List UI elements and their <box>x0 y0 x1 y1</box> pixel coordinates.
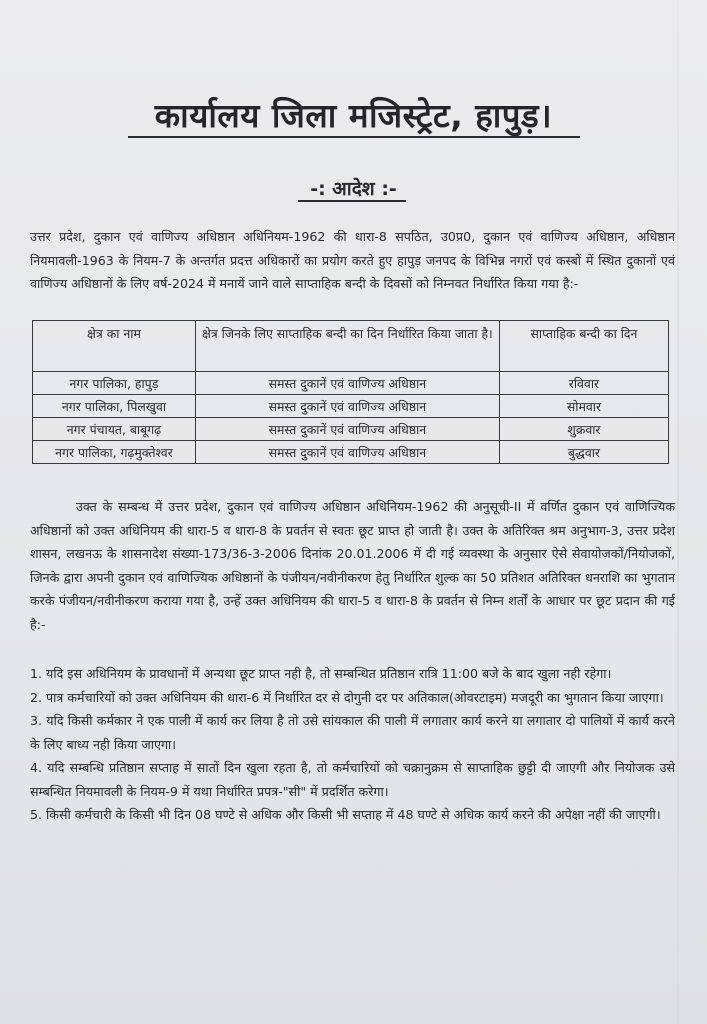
cell-scope: समस्त दुकानें एवं वाणिज्य अधिष्ठान <box>195 395 499 418</box>
order-underline <box>298 200 406 202</box>
cell-day: रविवार <box>499 372 668 395</box>
cell-day: शुक्रवार <box>499 418 668 441</box>
column-header-scope: क्षेत्र जिनके लिए साप्ताहिक बन्दी का दिन निर्धारित किया जाता है। <box>195 321 499 372</box>
cell-scope: समस्त दुकानें एवं वाणिज्य अधिष्ठान <box>195 418 499 441</box>
condition-item: 1. यदि इस अधिनियम के प्रावधानों में अन्यथा छूट प्राप्त नही है, तो सम्बन्धित प्रतिष्ठान रात्रि 11:00 बजे के बाद खुला नही रहेगा। <box>30 666 612 681</box>
cell-area: नगर पालिका, पिलखुवा <box>33 395 196 418</box>
conditions-list <box>30 662 675 827</box>
cell-area: नगर पालिका, गढ़मुक्तेश्वर <box>33 441 196 464</box>
cell-day: सोमवार <box>499 395 668 418</box>
cell-area: नगर पंचायत, बाबूगढ़ <box>33 418 196 441</box>
table-row <box>33 372 669 395</box>
cell-scope: समस्त दुकानें एवं वाणिज्य अधिष्ठान <box>195 441 499 464</box>
body-paragraph: उक्त के सम्बन्ध में उत्तर प्रदेश, दुकान एवं वाणिज्य अधिष्ठान अधिनियम-1962 की अनुसूची-II में वर्णित दुकान एवं वाणिज्यिक अधिष्ठानों को उक्त अधिनियम की धारा-5 व धारा-8 के प्रवर्तन से स्वतः छूट प्राप्त हो जाती है। उक्त के अतिरिक्त श्रम अनुभाग-3, उत्तर प्रदेश शासन, लखनऊ के शासनादेश संख्या-173/36-3-2006 दिनांक 20.01.2006 में दी गई व्यवस्था के अनुसार ऐसे सेवायोजकों/नियोजकों, जिनके द्वारा अपनी दुकान एवं वाणिज्यिक अधिष्ठानों के पंजीयन/नवीनीकरण हेतु निर्धारित शुल्क का 50 प्रतिशत अतिरिक्त धनराशि का भुगतान करके पंजीयन/नवीनीकरण कराया गया है, उन्हें उक्त अधिनियम की धारा-5 व धारा-8 के प्रवर्तन से निम्न शर्तों के आधार पर छूट प्रदान की गई है:- <box>30 499 675 632</box>
paper-fold <box>677 0 679 1024</box>
office-title: कार्यालय जिला मजिस्ट्रेट, हापुड़। <box>154 96 553 135</box>
condition-item: 4. यदि सम्बन्धि प्रतिष्ठान सप्ताह में सातों दिन खुला रहता है, तो कर्मचारियों को चक्रानुक्रम से साप्ताहिक छुट्टी दी जाएगी और नियोजक उसे सम्बन्धित नियमावली के नियम-9 में यथा निर्धारित प्रपत्र-"सी" में प्रदर्शित करेगा। <box>30 760 675 799</box>
condition-item: 3. यदि किसी कर्मकार ने एक पाली में कार्य कर लिया है तो उसे सांयकाल की पाली में लगातार कार्य करने या लगातार दो पालियों में कार्य करने के लिए बाध्य नही किया जाएगा। <box>30 713 675 752</box>
title-underline <box>128 136 580 138</box>
condition-item: 2. पात्र कर्मचारियों को उक्त अधिनियम की धारा-6 में निर्धारित दर से दोगुनी दर पर अतिकाल(ओवरटाइम) मजदूरी का भुगतान किया जाएगा। <box>30 689 664 705</box>
table-header-row <box>33 321 669 372</box>
weekly-closure-table <box>32 320 669 464</box>
cell-scope: समस्त दुकानें एवं वाणिज्य अधिष्ठान <box>195 372 499 395</box>
column-header-area: क्षेत्र का नाम <box>33 321 196 372</box>
intro-paragraph: उत्तर प्रदेश, दुकान एवं वाणिज्य अधिष्ठान अधिनियम-1962 की धारा-8 सपठित, उ0प्र0, दुकान एवं वाणिज्य अधिष्ठान, अधिष्ठान नियमावली-1963 के नियम-7 के अन्तर्गत प्रदत्त अधिकारों का प्रयोग करते हुए हापुड़ जनपद के विभिन्न नगरों एवं कस्बों में स्थित दुकानों एवं वाणिज्य अधिष्ठानों के लिए वर्ष-2024 में मनायें जाने वाले साप्ताहिक बन्दी के दिवसों को निम्नवत निर्धारित किया गया है:- <box>30 229 675 291</box>
order-heading: -: आदेश :- <box>310 178 397 200</box>
table-row <box>33 441 669 464</box>
table-row <box>33 395 669 418</box>
cell-day: बुद्धवार <box>499 441 668 464</box>
cell-area: नगर पालिका, हापुड़ <box>33 372 196 395</box>
condition-item: 5. किसी कर्मचारी के किसी भी दिन 08 घण्टे से अधिक और किसी भी सप्ताह में 48 घण्टे से अधिक कार्य करने की अपेक्षा नहीं की जाएगी। <box>30 807 661 822</box>
column-header-day: साप्ताहिक बन्दी का दिन <box>499 321 668 372</box>
table-row <box>33 418 669 441</box>
